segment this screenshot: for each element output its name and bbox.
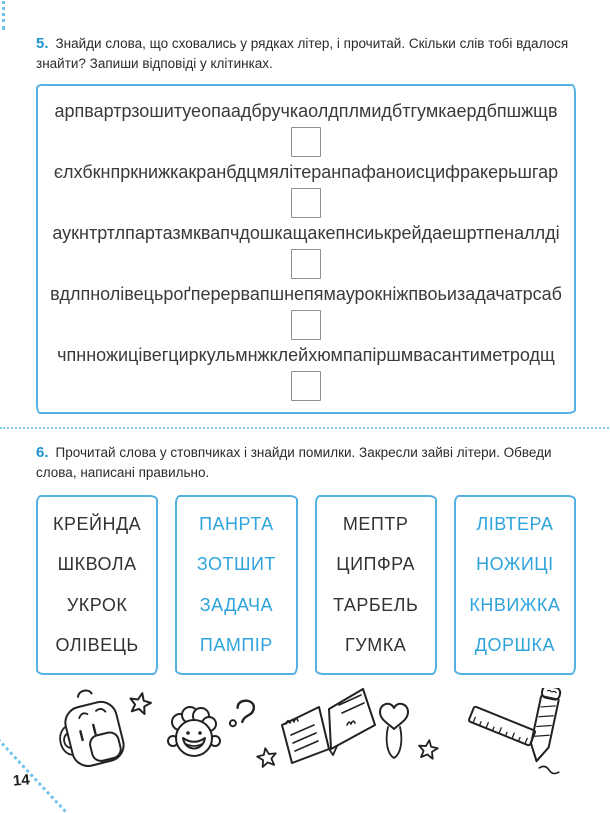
doodles-row [32, 688, 578, 780]
task6-instruction: Прочитай слова у стовпчиках і знайди помилки. Закресли зайві літери. Обведи слова, написані правильно. [36, 445, 552, 480]
task5-letterbox [36, 84, 576, 414]
page-edge-dots-top [2, 0, 5, 30]
ruler-icon [468, 706, 535, 746]
page-number: 14 [12, 771, 31, 790]
task5-header [36, 34, 576, 74]
letter-row: єлхбкнпркнижкакранбдцмялітеранпафаноисцифракерьшгар [53, 162, 559, 182]
word: ЗОТШИТ [196, 554, 276, 575]
task6-number: 6. [36, 444, 49, 461]
word: ЛІВТЕРА [476, 514, 554, 534]
answer-cell[interactable] [291, 371, 321, 401]
notebook-icon [282, 689, 375, 763]
word-column-4 [454, 495, 576, 675]
word: ЗАДАЧА [199, 594, 274, 615]
heart-paperclip-icon [380, 704, 408, 758]
task6-header [36, 443, 576, 483]
word: ПАМПІР [199, 634, 273, 655]
task5-number: 5. [36, 35, 49, 52]
word: ТАРБЕЛЬ [332, 594, 419, 615]
letter-row: арпвартрзошитуеопаадбручкаолдплмидбтгумкаердбпшжщв [54, 101, 558, 121]
answer-cell[interactable] [291, 249, 321, 279]
pencil-icon [526, 688, 576, 775]
word: ЦИПФРА [336, 554, 415, 575]
word-column-1 [36, 495, 158, 675]
star-icon [418, 739, 439, 759]
letter-row: вдлпнолівецьроґперервапшнепямаурокніжпвоьизадачатрсаб [50, 284, 562, 304]
star-icon [256, 747, 278, 768]
word: ГУМКА [345, 634, 407, 655]
letter-row: чпнножицівегциркульмнжклейхюмпапіршмвасантиметродщ [57, 345, 555, 365]
worksheet-content [36, 34, 576, 675]
word: ШКВОЛА [57, 554, 137, 575]
backpack-icon [50, 688, 127, 772]
word: НОЖИЦІ [476, 554, 554, 575]
star-icon [128, 691, 153, 715]
word: МЕПТР [342, 514, 409, 534]
word-column-2 [175, 495, 297, 675]
word: КНВИЖКА [469, 594, 561, 615]
smiley-face-icon [168, 707, 220, 756]
letter-row: аукнтртлпартазмквапчдошкащакепнсиькрейдаешртпеналлді [52, 223, 560, 243]
word: ОЛІВЕЦЬ [55, 634, 139, 655]
answer-cell[interactable] [291, 127, 321, 157]
word: ПАНРТА [199, 514, 274, 534]
word: ДОРШКА [474, 634, 555, 655]
word: УКРОК [66, 594, 128, 615]
word-columns [36, 495, 576, 675]
answer-cell[interactable] [291, 188, 321, 218]
word-column-3 [315, 495, 437, 675]
word: КРЕЙНДА [53, 514, 142, 534]
section-divider [0, 427, 610, 429]
task5-instruction: Знайди слова, що сховались у рядках літер, і прочитай. Скільки слів тобі вдалося знайти? Запиши відповіді у клітинках. [36, 36, 569, 71]
answer-cell[interactable] [291, 310, 321, 340]
question-mark-icon [229, 699, 254, 730]
